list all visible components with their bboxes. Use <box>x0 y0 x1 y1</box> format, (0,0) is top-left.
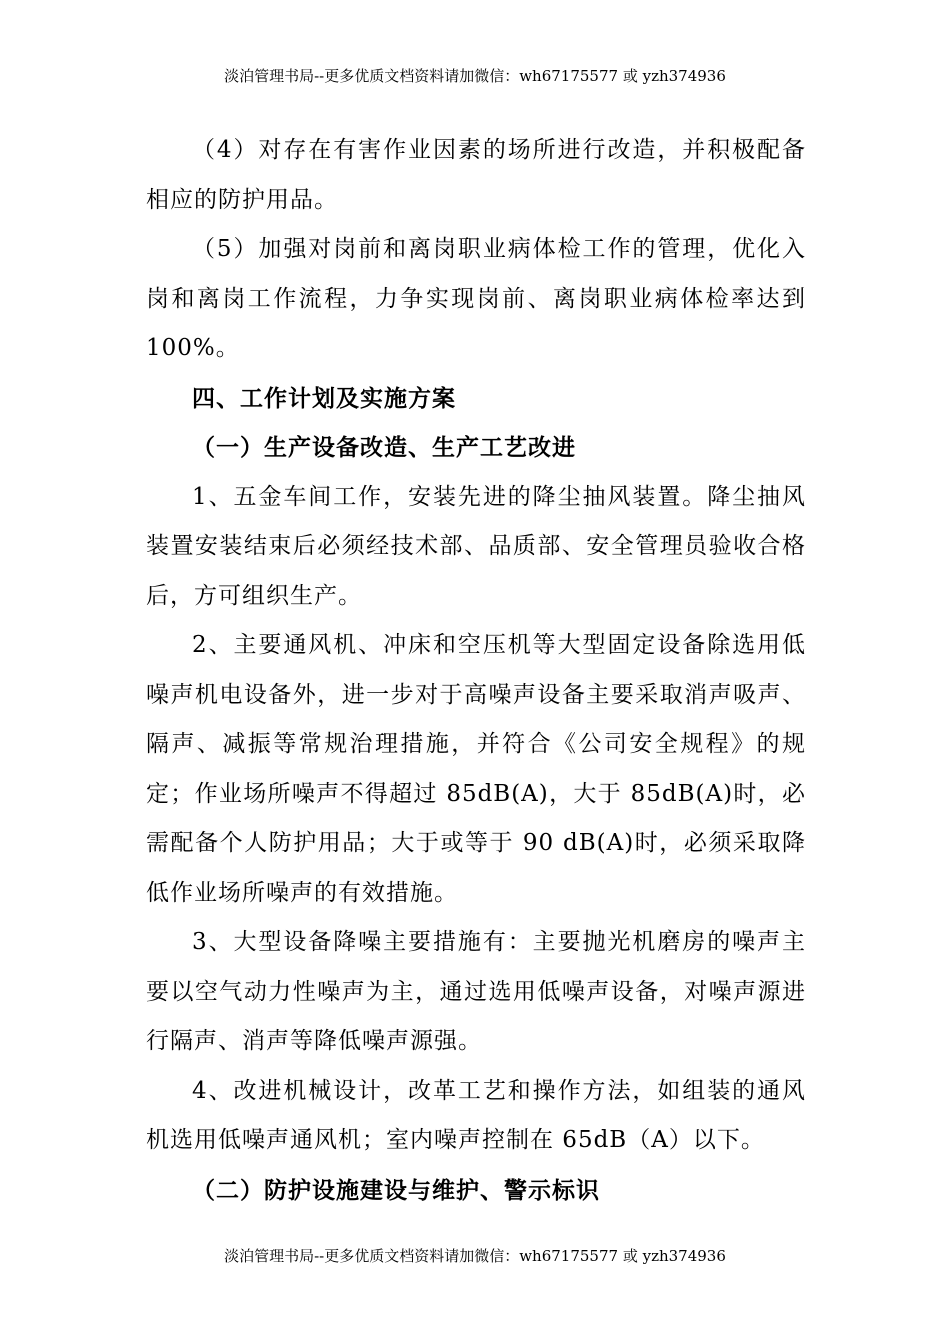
page-footer: 淡泊管理书局--更多优质文档资料请加微信：wh67175577 或 yzh374936 <box>224 1247 726 1265</box>
paragraph-point-3: 3、大型设备降噪主要措施有：主要抛光机磨房的噪声主要以空气动力性噪声为主，通过选用低噪声设备，对噪声源进行隔声、消声等降低噪声源强。 <box>146 929 806 1054</box>
paragraph-point-4: 4、改进机械设计，改革工艺和操作方法，如组装的通风机选用低噪声通风机；室内噪声控制在 65dB（A）以下。 <box>146 1077 806 1153</box>
paragraph-point-1: 1、五金车间工作，安装先进的降尘抽风装置。降尘抽风装置安装结束后必须经技术部、品质部、安全管理员验收合格后，方可组织生产。 <box>146 483 806 609</box>
paragraph-item-5: （5）加强对岗前和离岗职业病体检工作的管理，优化入岗和离岗工作流程，力争实现岗前、离岗职业病体检率达到 100%。 <box>146 236 806 361</box>
document-body <box>146 126 806 1215</box>
section-heading-4: 四、工作计划及实施方案 <box>192 384 456 412</box>
paragraph-item-4: （4）对存在有害作业因素的场所进行改造，并积极配备相应的防护用品。 <box>146 137 806 213</box>
subsection-heading-1: （一）生产设备改造、生产工艺改进 <box>192 434 576 461</box>
subsection-heading-2: （二）防护设施建设与维护、警示标识 <box>192 1176 600 1204</box>
paragraph-point-2: 2、主要通风机、冲床和空压机等大型固定设备除选用低噪声机电设备外，进一步对于高噪声设备主要采取消声吸声、隔声、减振等常规治理措施，并符合《公司安全规程》的规定；作业场所噪声不得超过 85dB(A)，大于 85dB(A)时，必需配备个人防护用品；大于或等于 90 dB(A)时，必须采取降低作业场所噪声的有效措施。 <box>146 632 806 906</box>
page-header: 淡泊管理书局--更多优质文档资料请加微信：wh67175577 或 yzh374936 <box>224 67 726 85</box>
